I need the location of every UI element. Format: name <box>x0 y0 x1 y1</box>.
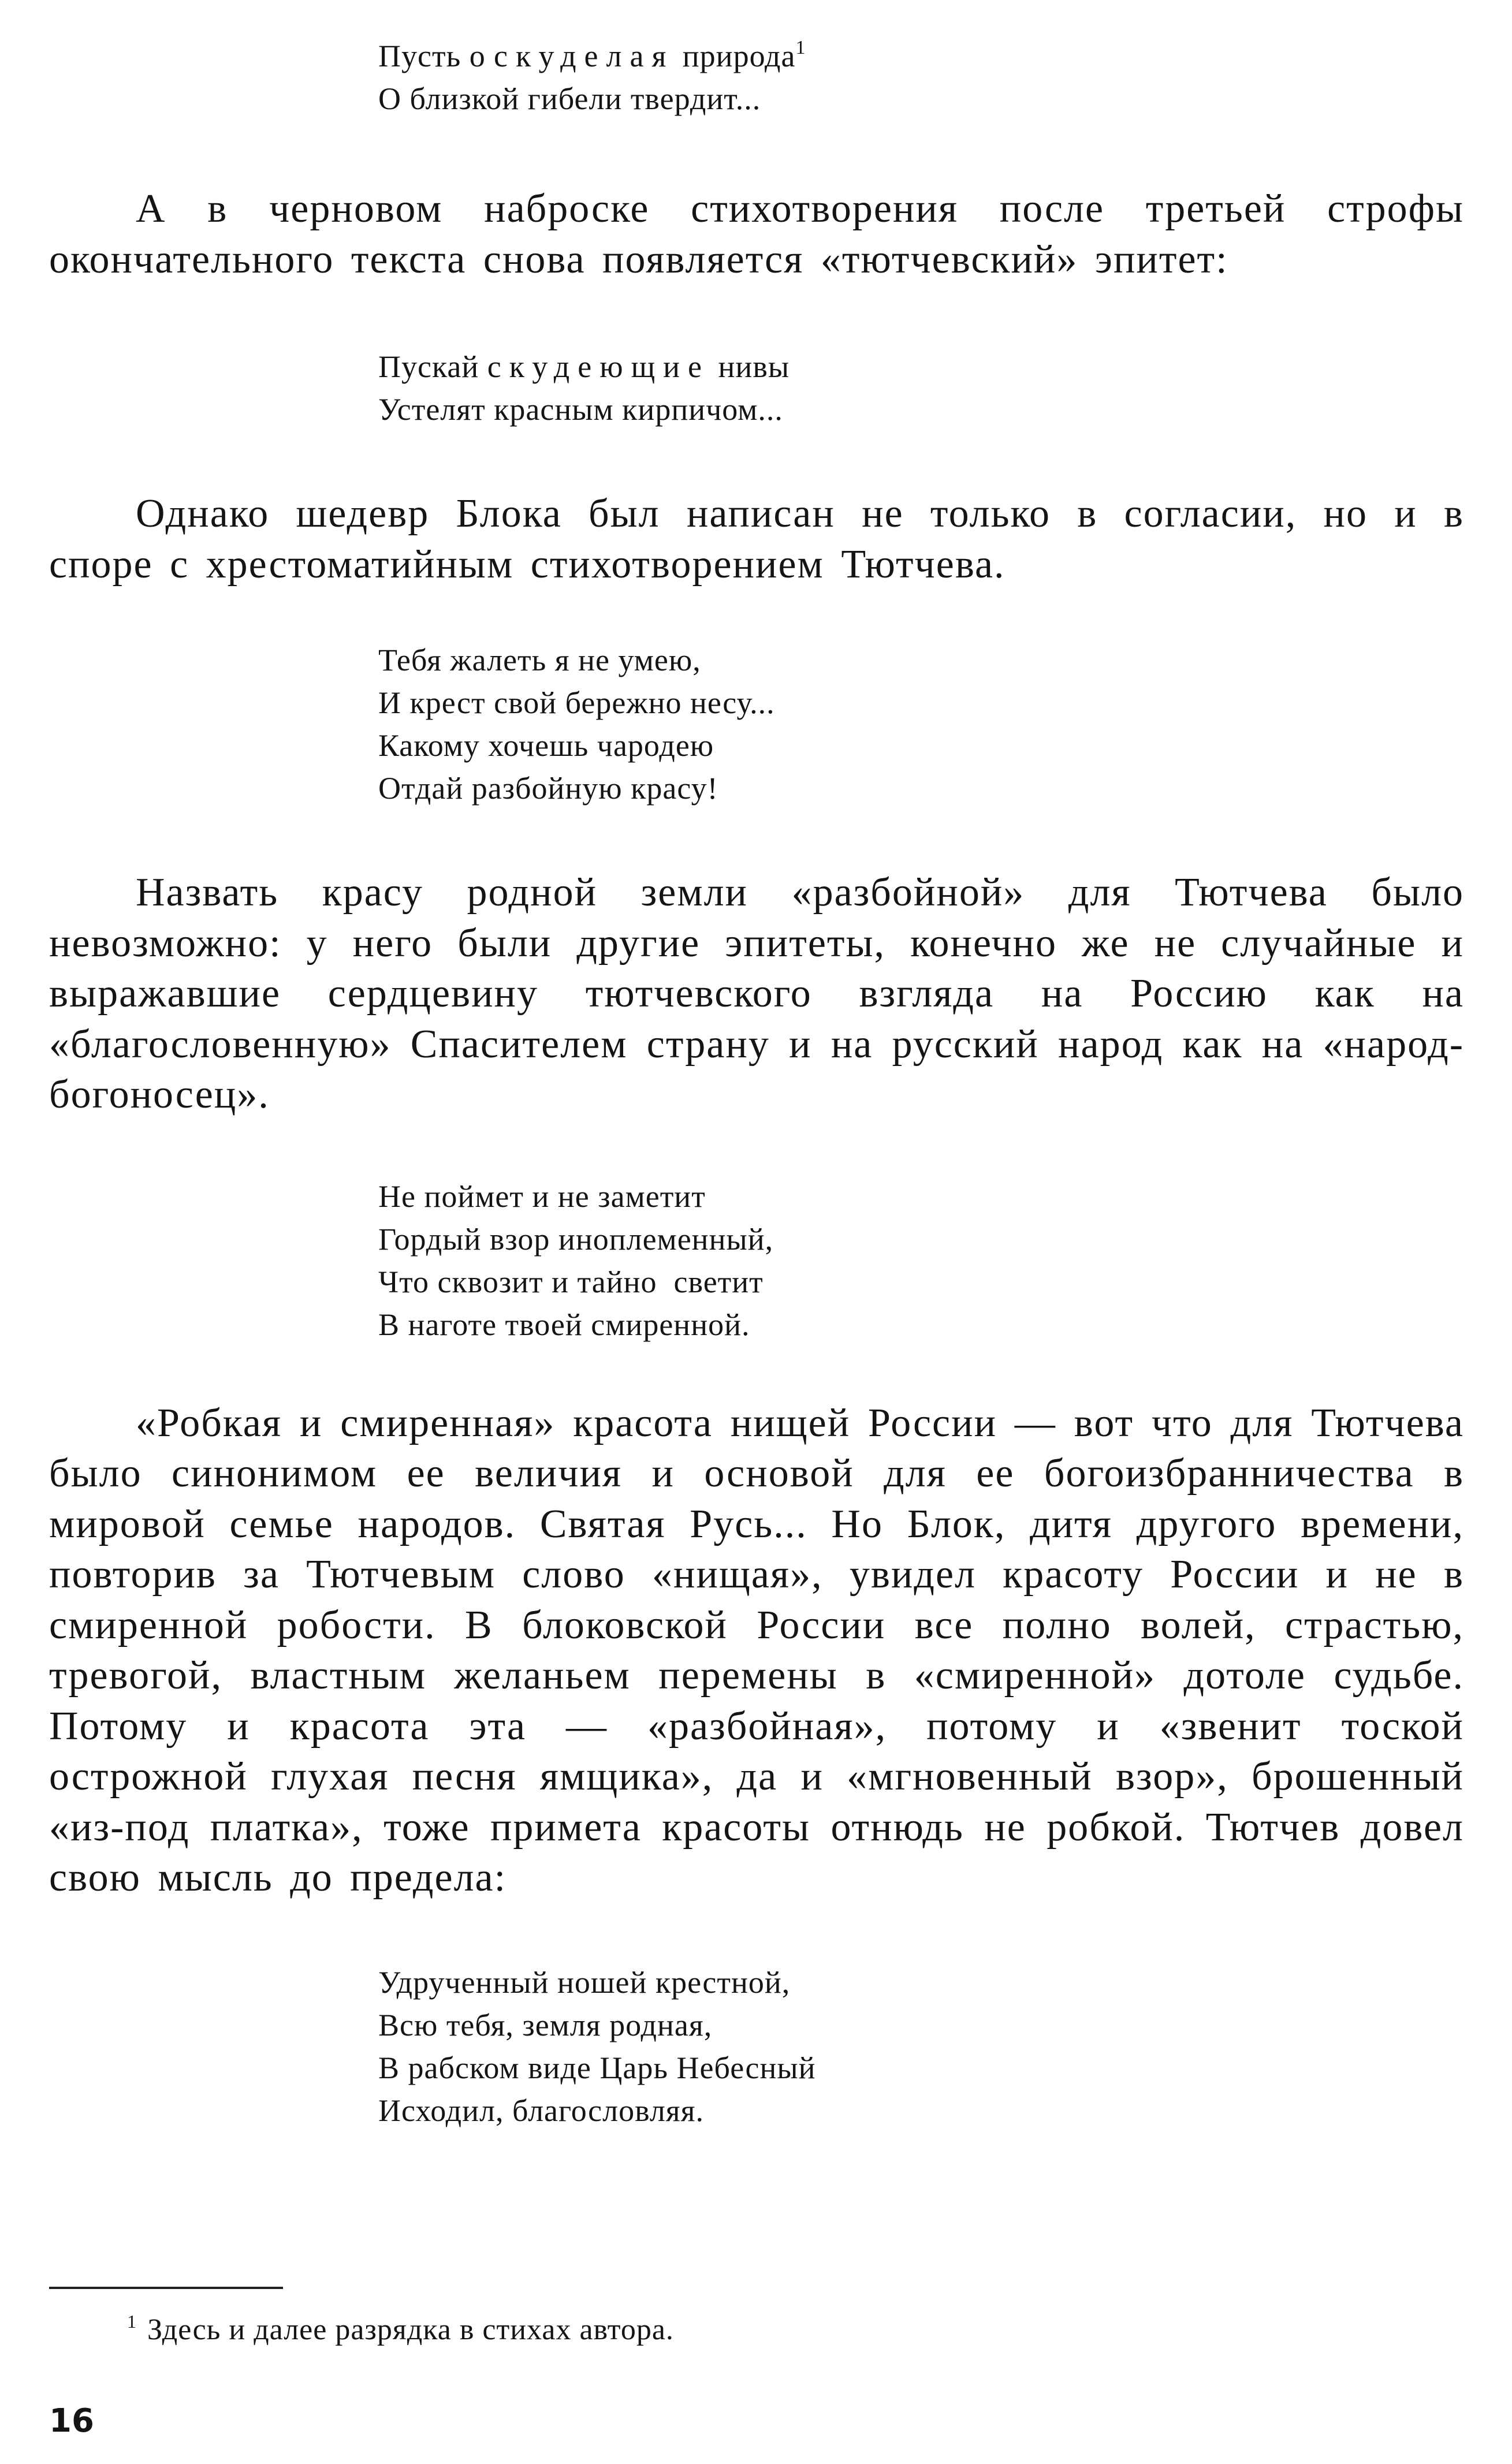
verse-line: И крест свой бережно несу... <box>378 685 775 720</box>
verse-line: В рабском виде Царь Небесный <box>378 2050 816 2085</box>
verse-line <box>378 345 1464 388</box>
verse-line: О близкой гибели твердит... <box>378 81 761 116</box>
verse-quote-4 <box>378 1175 1464 1346</box>
verse-quote-1 <box>378 35 1464 120</box>
footnote-divider <box>49 2287 283 2289</box>
verse-line: Удрученный ношей крестной, <box>378 1965 791 2000</box>
verse-text: природа <box>674 39 796 73</box>
book-page <box>49 23 1464 2448</box>
verse-line: Гордый взор иноплеменный, <box>378 1221 774 1257</box>
verse-text: нивы <box>710 349 790 384</box>
verse-text: Пускай <box>378 349 487 384</box>
verse-line: В наготе твоей смиренной. <box>378 1307 750 1342</box>
spaced-word: скудеющие <box>487 349 710 384</box>
verse-line: Всю тебя, земля родная, <box>378 2007 713 2042</box>
paragraph-2: Однако шедевр Блока был написан не только в согласии, но и в споре с хрестоматийным стихотворением Тютчева. <box>49 491 1464 587</box>
verse-line: Устелят красным кирпичом... <box>378 392 783 427</box>
spaced-word: оскуделая <box>469 39 675 73</box>
paragraph-3: Назвать красу родной земли «разбойной» для Тютчева было невозможно: у него были другие эпитеты, конечно же не случайные и выражавшие сердцевину тютчевского взгляда на Россию как на «благословенную» Спасителем страну и на русский народ как на «народ-богоносец». <box>49 870 1464 1117</box>
verse-quote-2 <box>378 345 1464 431</box>
verse-line: Какому хочешь чародею <box>378 728 714 763</box>
footnote <box>127 2313 674 2347</box>
verse-line: Исходил, благословляя. <box>378 2093 704 2128</box>
paragraph-1: А в черновом наброске стихотворения после третьей строфы окончательного текста снова появляется «тютчевский» эпитет: <box>49 187 1464 282</box>
footnote-text: Здесь и далее разрядка в стихах автора. <box>147 2313 674 2346</box>
verse-line: Что сквозит и тайно светит <box>378 1264 764 1299</box>
verse-quote-5 <box>378 1961 1464 2132</box>
verse-line: Тебя жалеть я не умею, <box>378 643 701 677</box>
verse-quote-3 <box>378 639 1464 810</box>
verse-text: Пусть <box>378 39 470 73</box>
footnote-mark: 1 <box>127 2311 137 2332</box>
verse-line <box>378 35 1464 77</box>
verse-line: Не поймет и не заметит <box>378 1179 706 1214</box>
page-number: 16 <box>49 2402 94 2440</box>
paragraph-4: «Робкая и смиренная» красота нищей России — вот что для Тютчева было синонимом ее величия и основой для ее богоизбранничества в мировой семье народов. Святая Русь... Но Блок, дитя другого времени, повторив за Тютчевым слово «нищая», увидел красоту России и не в смиренной робости. В блоковской России все полно волей, страстью, тревогой, властным желаньем перемены в «смиренной» дотоле судьбе. Потому и красота эта — «разбойная», потому и «звенит тоской острожной глухая песня ямщика», да и «мгновенный взор», брошенный «из-под платка», тоже примета красоты отнюдь не робкой. Тютчев довел свою мысль до предела: <box>49 1400 1464 1900</box>
footnote-reference: 1 <box>795 37 806 58</box>
verse-line: Отдай разбойную красу! <box>378 771 718 806</box>
